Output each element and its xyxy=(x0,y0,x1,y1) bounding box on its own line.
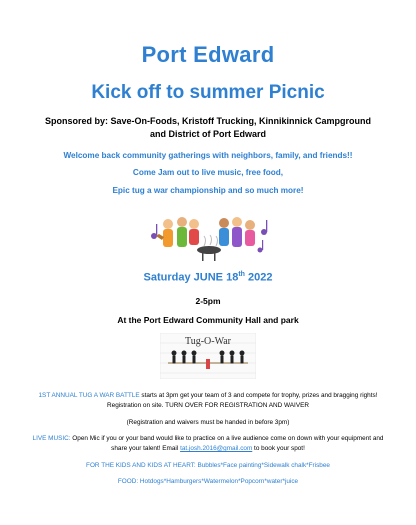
food-lead: FOOD: xyxy=(117,478,139,485)
event-time: 2-5pm xyxy=(195,296,221,306)
event-subtitle: Kick off to summer Picnic xyxy=(91,82,325,103)
food-body: Hotdogs*Hamburgers*Watermelon*Popcorn*water*juice xyxy=(138,478,299,485)
battle-paragraph xyxy=(24,391,392,411)
kids-line xyxy=(24,461,392,471)
grill-icon xyxy=(197,235,221,261)
tug-line: Epic tug a war championship and so much more! xyxy=(112,186,304,195)
live-music-tail: to book your spot! xyxy=(252,445,305,452)
live-music-lead: LIVE MUSIC: xyxy=(32,435,71,442)
event-date xyxy=(0,271,416,284)
kids-body: Bubbles*Face painting*Sidewalk chalk*Frisbee xyxy=(195,462,330,469)
battle-body: starts at 3pm get your team of 3 and compete for trophy, prizes and bragging rights! Registration on site. TURN OVER FOR REGISTRATION AND WAIVER xyxy=(107,392,378,409)
team-right-icon xyxy=(220,351,245,364)
live-music-body: Open Mic if you or your band would like to practice on a live audience come on down with your equipment and share your talent! Email xyxy=(70,435,384,452)
food-line xyxy=(24,477,392,487)
flag-marker-icon xyxy=(206,359,210,369)
team-left-icon xyxy=(172,351,197,364)
date-suffix: th xyxy=(238,271,245,278)
waiver-note: (Registration and waivers must be handed in before 3pm) xyxy=(126,419,290,426)
picnic-illustration xyxy=(144,210,274,262)
date-main: Saturday JUNE 18 xyxy=(143,271,239,284)
event-venue: At the Port Edward Community Hall and park xyxy=(117,315,299,325)
tug-of-war-illustration xyxy=(160,333,256,379)
music-line: Come Jam out to live music, free food, xyxy=(132,168,284,177)
tug-sign-text: Tug-O-War xyxy=(184,336,232,347)
sponsors-text: Sponsored by: Save-On-Foods, Kristoff Trucking, Kinnikinnick Campground and District of Port Edward xyxy=(44,116,372,139)
date-year: 2022 xyxy=(244,271,273,284)
battle-lead: 1ST ANNUAL TUG A WAR BATTLE xyxy=(38,392,140,399)
kids-lead: FOR THE KIDS AND KIDS AT HEART: xyxy=(86,462,196,469)
event-title: Port Edward xyxy=(141,42,275,67)
live-music-paragraph xyxy=(24,434,392,454)
welcome-line: Welcome back community gatherings with neighbors, family, and friends!! xyxy=(63,151,353,160)
email-link[interactable]: tat.josh.2016@gmail.com xyxy=(180,445,253,452)
